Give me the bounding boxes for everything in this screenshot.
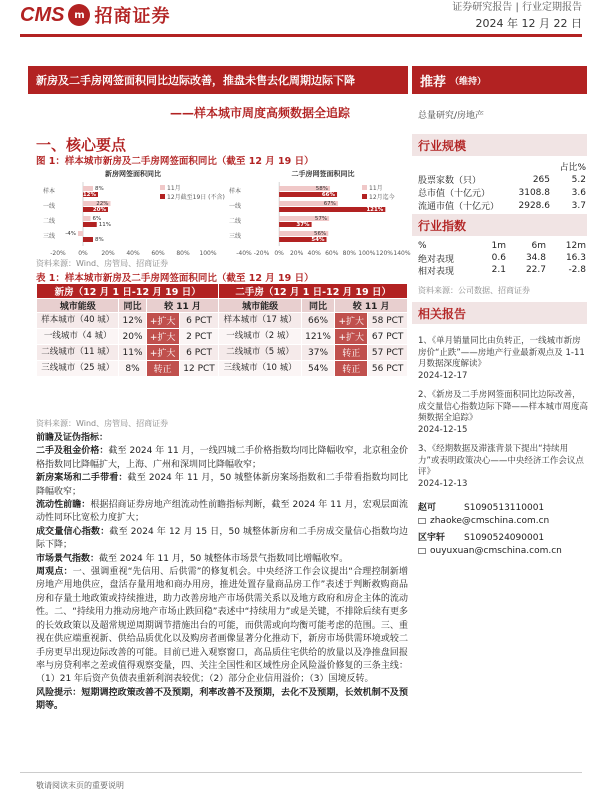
data-label: 11% <box>98 222 111 229</box>
scale-row: 流通市值（十亿元） 2928.6 3.7 <box>418 200 586 212</box>
share-header: 占比% <box>559 163 586 173</box>
legend-label: 11月 <box>167 185 181 192</box>
legend-swatch <box>160 185 165 190</box>
category-label: 二线 <box>228 218 241 225</box>
table-caption: 表 1：样本城市新房及二手房网签面积同比（截至 12 月 19 日） <box>36 273 314 284</box>
header-meta <box>452 0 582 32</box>
axis-tick: -20% <box>50 250 66 257</box>
logo <box>20 2 170 28</box>
category-label: 三线 <box>42 233 55 240</box>
subtitle: ——样本城市周度高频数据全追踪 <box>170 106 351 120</box>
data-label: 66% <box>321 192 336 199</box>
legend-swatch <box>362 194 367 199</box>
legend-label: 11月 <box>369 185 383 192</box>
rating-box <box>412 66 587 94</box>
data-label: 57% <box>314 216 328 223</box>
analyst-email[interactable]: zhaoke@cmschina.com.cn <box>430 516 550 526</box>
data-label: 54% <box>311 237 325 244</box>
logo-en: CMS <box>20 3 65 26</box>
axis-tick: 20% <box>289 250 304 257</box>
industry-scale-table <box>418 160 586 212</box>
table-row: 样本城市（40 城） 12% +扩大 6 PCT 样本城市（17 城） 66% +扩大 58 PCT <box>37 313 408 329</box>
data-label: 22% <box>96 201 109 208</box>
report-type: 证券研究报告 | 行业定期报告 <box>452 2 582 13</box>
axis-tick: -20% <box>253 250 270 257</box>
analyst-block <box>418 502 588 558</box>
table-source: 资料来源：Wind、房管局、招商证券 <box>36 419 169 428</box>
data-label: 8% <box>95 186 104 193</box>
axis-tick: -40% <box>236 250 252 257</box>
figure-source: 资料来源：Wind、房管局、招商证券 <box>36 259 169 268</box>
mail-icon <box>418 548 426 554</box>
data-label: 12% <box>82 192 96 199</box>
analyst-name: 赵可 <box>418 503 437 513</box>
rating-sub: （维持） <box>450 76 487 87</box>
axis-tick: 20% <box>101 250 115 257</box>
title-banner: 新房及二手房网签面积同比边际改善，推盘未售去化周期边际下降 <box>28 66 408 94</box>
data-label: 58% <box>315 186 329 193</box>
header-divider <box>20 34 582 37</box>
industry-index-table: % 1m 6m 12m 绝对表现 0.6 34.8 16.3 相对表现 2.1 22.7 -2.8 <box>418 241 586 277</box>
axis-tick: 80% <box>342 250 357 257</box>
data-label: 37% <box>296 222 310 229</box>
bar <box>83 186 93 191</box>
analyst-id: S1090513110001 <box>464 503 545 513</box>
data-label: 121% <box>366 207 384 214</box>
axis-tick: 0% <box>78 250 88 257</box>
category-label: 样本 <box>228 188 241 195</box>
axis-tick: 140% <box>393 250 411 257</box>
category-label: 一线 <box>42 203 55 210</box>
body-text: 前瞻及证伪指标： 二手及租金价格：截至 2024 年 11 月，一线四城二手价格指数均同比降幅收窄，北京租金价格指数同比降幅扩大，上海、广州和深圳同比降幅收窄； 新房案场和二手带看：截至 2024 年 11 月，50 城整体新房案场指数和二手带看指数均同比降幅收窄； 流动性前瞻：根据招商证券房地产组流动性前瞻指标判断，截至 2024 年 11 月，宏观层面流动性同环比宽松力度扩大； 成交量信心指数：截至 2024 年 12 月 15 日，50 城整体新房和二手房成交量信心指数均边际下降； 市场景气指数：截至 2024 年 11 月，50 城整体市场景气指数同比增幅收窄。 周观点：一、强调重视“先信用、后供需”的修复机会。中央经济工作会议提出“合理控制新增房地产用地供应，盘活存量用地和商办用房，推进处置存量商品房工作”表述于判断救购商品房和存量土地政策或持续推进，助力改善房地产市场供需关系以及地方政府和房企主体的流动性。二、“持续用力推动房地产市场止跌回稳”表述中“持续用力”或是关键，不排除后续有更多的长效政策以及超常规逆周期调节措施出台的可能，而供需或向均衡可能考虑的范围。三、重视在供应端重视新、供给品质优化以及购房者画像显著分化推动下，新房市场供需环境或较二手房更早出现边际改善的可能。目前已进入观察窗口，高品质住宅供给的放量以及净推盘回报率与房贷利率之差或值得观察变量，四、关注全国性和区域性房企风险溢价修复的三条主线：（1）21 年后资产负债表重新利润表较优；（2）部分企业信用溢价；（3）国境反转。 风险提示：短期调控政策改善不及预期，利率改善不及预期，去化不及预期，长效机制不及预期等。 <box>36 433 408 712</box>
data-label: -4% <box>65 231 76 238</box>
data-label: 6% <box>92 216 102 223</box>
legend-swatch <box>362 185 367 190</box>
chart-title: 新房网签面积同比 <box>105 170 161 178</box>
axis-tick: 40% <box>307 250 321 257</box>
axis-tick: 120% <box>375 250 394 257</box>
industry-label: 总量研究/房地产 <box>418 111 485 121</box>
footer-divider <box>20 772 582 773</box>
data-label: 20% <box>92 207 106 214</box>
axis-tick: 100% <box>199 250 217 257</box>
category-label: 样本 <box>42 188 55 195</box>
legend-swatch <box>160 194 165 199</box>
data-label: 67% <box>323 201 336 208</box>
logo-badge-icon: m <box>68 4 90 26</box>
analyst-email[interactable]: ouyuxuan@cmschina.com.cn <box>430 546 562 556</box>
table-head-new: 新房（12 月 1 日-12 月 19 日） <box>37 284 219 299</box>
category-label: 一线 <box>228 203 241 210</box>
scale-row: 总市值（十亿元） 3108.8 3.6 <box>418 187 586 199</box>
logo-cn: 招商证券 <box>94 6 171 27</box>
category-label: 三线 <box>228 233 241 240</box>
industry-index-heading: 行业指数 <box>412 214 587 236</box>
chart-area <box>36 168 411 258</box>
body-heading: 前瞻及证伪指标： <box>36 433 109 443</box>
data-label: 8% <box>95 237 104 244</box>
data-table: 新房（12 月 1 日-12 月 19 日） 二手房（12 月 1 日-12 月 19 日） 城市能级 同比 较 11 月 城市能级 同比 较 11 月 样本城市（40 城） 12% +扩大 6 PCT 样本城市（17 城） 66% +扩大 58 PCT 一线城市（4 城） 20% +扩大 2 PCT 一线城市（2 城） 121% +扩大 67 PCT 二线城市（11 城） 11% +扩大 6 PCT 二线城市（5 城） 37% 转正 57 PCT 三线城市（25 城） 8% 转正 12 PCT 三线城市（10 城） 54% 转正 56 PCT <box>36 283 408 377</box>
index-row: 相对表现 2.1 22.7 -2.8 <box>418 265 586 277</box>
section-heading: 一、核心要点 <box>36 136 127 154</box>
related-item[interactable]: 1、《单月销量同比由负转正，一线城市新房房价“止跌”——房地产行业最新观点及 1-11 月数据深度解读》 2024-12-17 <box>418 336 585 381</box>
legend-label: 12月截至19日 (不含) <box>167 194 225 201</box>
charts-svg <box>36 168 411 258</box>
axis-tick: 60% <box>151 250 165 257</box>
axis-tick: 100% <box>358 250 376 257</box>
bar <box>83 237 93 242</box>
data-label: 56% <box>314 231 327 238</box>
related-list <box>418 336 588 498</box>
chart-title: 二手房网签面积同比 <box>291 170 355 178</box>
axis-tick: 80% <box>176 250 190 257</box>
scale-row: 股票家数（只） 265 5.2 <box>418 174 586 186</box>
table-head-second: 二手房（12 月 1 日-12 月 19 日） <box>219 284 408 299</box>
table-row: 一线城市（4 城） 20% +扩大 2 PCT 一线城市（2 城） 121% +扩大 67 PCT <box>37 329 408 345</box>
axis-tick: 40% <box>126 250 140 257</box>
table-row: 三线城市（25 城） 8% 转正 12 PCT 三线城市（10 城） 54% 转正 56 PCT <box>37 361 408 377</box>
bar <box>83 216 91 221</box>
legend-label: 12月迄今 <box>369 194 395 201</box>
axis-tick: 60% <box>325 250 339 257</box>
analyst-id: S1090524090001 <box>464 533 545 543</box>
axis-tick: 0% <box>274 250 284 257</box>
table-row: 二线城市（11 城） 11% +扩大 6 PCT 二线城市（5 城） 37% 转正 57 PCT <box>37 345 408 361</box>
analyst-name: 区宇轩 <box>418 533 446 543</box>
related-item[interactable]: 3、《经期数据及滞涨背景下提出“持续用力”或表明政策决心——中央经济工作会议点评》 2024-12-13 <box>418 444 584 489</box>
category-label: 二线 <box>42 218 55 225</box>
index-row: 绝对表现 0.6 34.8 16.3 <box>418 253 586 265</box>
industry-scale-heading: 行业规模 <box>412 134 587 156</box>
related-heading: 相关报告 <box>412 302 587 324</box>
footer-note: 敬请阅读末页的重要说明 <box>36 781 124 790</box>
mail-icon <box>418 518 426 524</box>
bar <box>78 231 83 236</box>
report-date: 2024 年 12 月 22 日 <box>475 17 582 30</box>
figure-caption: 图 1：样本城市新房及二手房网签面积同比（截至 12 月 19 日） <box>36 156 314 167</box>
bar <box>83 222 97 227</box>
rating-label: 推荐 <box>420 74 447 90</box>
index-source: 资料来源：公司数据、招商证券 <box>418 286 530 295</box>
related-item[interactable]: 2、《新房及二手房网签面积同比边际改善，成交量信心指数边际下降——样本城市周度高频数据全追踪》 2024-12-15 <box>418 390 589 435</box>
